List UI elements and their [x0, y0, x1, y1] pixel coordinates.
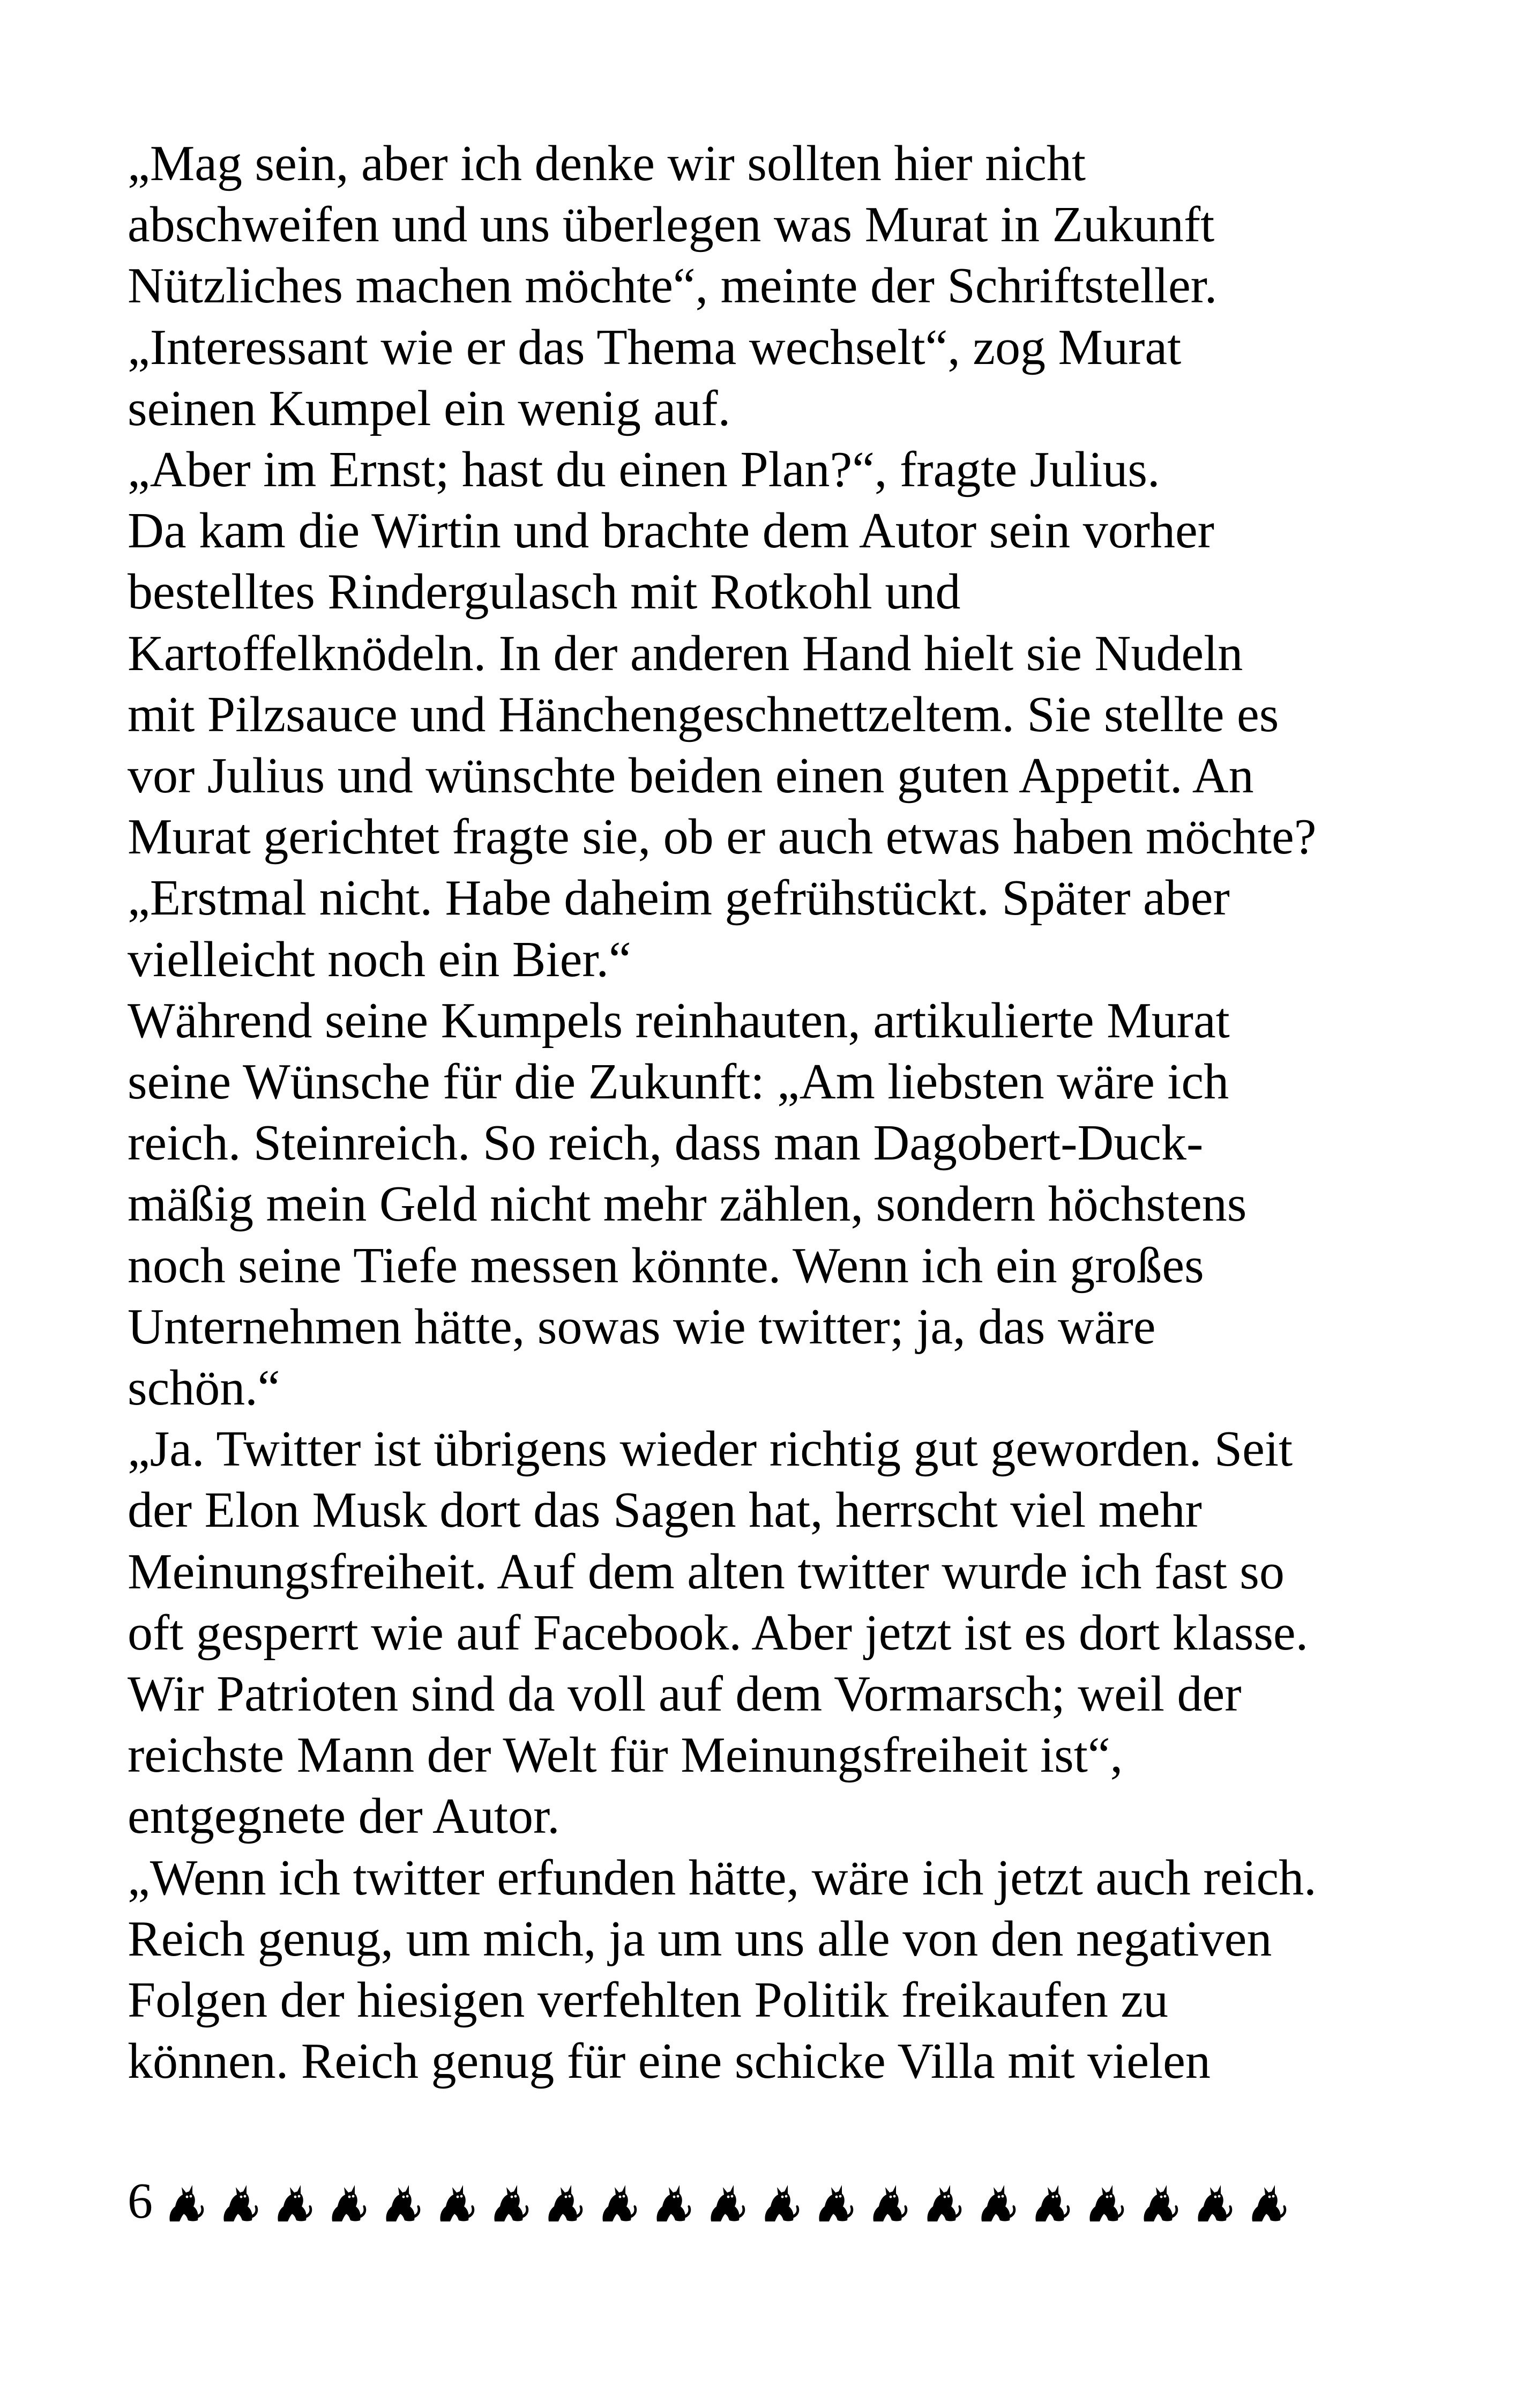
- text-line: Meinungsfreiheit. Auf dem alten twitter wurde ich fast so: [128, 1543, 1285, 1600]
- cat-icon: [867, 2180, 912, 2223]
- text-line: Während seine Kumpels reinhauten, artikulierte Murat: [128, 992, 1230, 1049]
- cat-icon: [1246, 2180, 1291, 2223]
- text-line: abschweifen und uns überlegen was Murat in Zukunft: [128, 197, 1215, 253]
- text-line: bestelltes Rindergulasch mit Rotkohl und: [128, 564, 961, 620]
- text-line: reichste Mann der Welt für Meinungsfreiheit ist“,: [128, 1727, 1123, 1783]
- text-line: „Wenn ich twitter erfunden hätte, wäre ich jetzt auch reich.: [128, 1849, 1317, 1906]
- text-line: entgegnete der Autor.: [128, 1788, 560, 1845]
- text-line: können. Reich genug für eine schicke Villa mit vielen: [128, 2033, 1211, 2090]
- text-line: „Erstmal nicht. Habe daheim gefrühstückt. Später aber: [128, 870, 1230, 926]
- cat-icon: [488, 2180, 533, 2223]
- text-line: Kartoffelknödeln. In der anderen Hand hielt sie Nudeln: [128, 625, 1243, 681]
- text-line: „Aber im Ernst; hast du einen Plan?“, fragte Julius.: [128, 442, 1160, 498]
- cat-icon: [651, 2180, 696, 2223]
- text-line: mit Pilzsauce und Hänchengeschnettzeltem. Sie stellte es: [128, 686, 1279, 742]
- text-line: vor Julius und wünschte beiden einen guten Appetit. An: [128, 748, 1254, 804]
- text-line: Unternehmen hätte, sowas wie twitter; ja, das wäre: [128, 1298, 1156, 1355]
- body-text: [128, 133, 1424, 2092]
- text-line: Murat gerichtet fragte sie, ob er auch etwas haben möchte?: [128, 809, 1317, 865]
- text-line: Da kam die Wirtin und brachte dem Autor sein vorher: [128, 503, 1214, 559]
- text-line: Reich genug, um mich, ja um uns alle von den negativen: [128, 1911, 1272, 1967]
- text-line: oft gesperrt wie auf Facebook. Aber jetzt ist es dort klasse.: [128, 1604, 1309, 1661]
- cat-icon: [705, 2180, 750, 2223]
- text-line: Wir Patrioten sind da voll auf dem Vormarsch; weil der: [128, 1666, 1242, 1722]
- cat-icon: [434, 2180, 479, 2223]
- text-line: seine Wünsche für die Zukunft: „Am liebsten wäre ich: [128, 1054, 1229, 1110]
- text-line: reich. Steinreich. So reich, dass man Dagobert-Duck-: [128, 1115, 1204, 1171]
- cat-icon: [813, 2180, 858, 2223]
- cat-icon: [380, 2180, 425, 2223]
- cat-icon: [1192, 2180, 1237, 2223]
- text-line: seinen Kumpel ein wenig auf.: [128, 380, 731, 436]
- cat-icon: [542, 2180, 587, 2223]
- text-line: mäßig mein Geld nicht mehr zählen, sondern höchstens: [128, 1176, 1247, 1232]
- cat-icon: [975, 2180, 1020, 2223]
- cat-icon: [1084, 2180, 1129, 2223]
- cat-icon: [1138, 2180, 1183, 2223]
- text-line: schön.“: [128, 1360, 280, 1416]
- text-line: „Interessant wie er das Thema wechselt“, zog Murat: [128, 319, 1182, 375]
- cat-icon: [1029, 2180, 1074, 2223]
- cat-icon: [326, 2180, 371, 2223]
- text-line: der Elon Musk dort das Sagen hat, herrscht viel mehr: [128, 1482, 1202, 1539]
- cat-icon: [921, 2180, 966, 2223]
- cat-icon: [272, 2180, 317, 2223]
- text-line: „Ja. Twitter ist übrigens wieder richtig gut geworden. Seit: [128, 1421, 1293, 1477]
- cat-icon: [218, 2180, 263, 2223]
- cat-icon: [596, 2180, 641, 2223]
- text-line: „Mag sein, aber ich denke wir sollten hier nicht: [128, 136, 1086, 191]
- page-footer: [128, 2169, 1300, 2233]
- text-line: Folgen der hiesigen verfehlten Politik freikaufen zu: [128, 1972, 1169, 2028]
- text-line: vielleicht noch ein Bier.“: [128, 931, 631, 987]
- text-line: noch seine Tiefe messen könnte. Wenn ich ein großes: [128, 1237, 1204, 1294]
- text-line: Nützliches machen möchte“, meinte der Schriftsteller.: [128, 258, 1218, 314]
- cat-ornament-row: [163, 2180, 1300, 2223]
- cat-icon: [759, 2180, 804, 2223]
- page-number: 6: [128, 2173, 153, 2229]
- cat-icon: [163, 2180, 208, 2223]
